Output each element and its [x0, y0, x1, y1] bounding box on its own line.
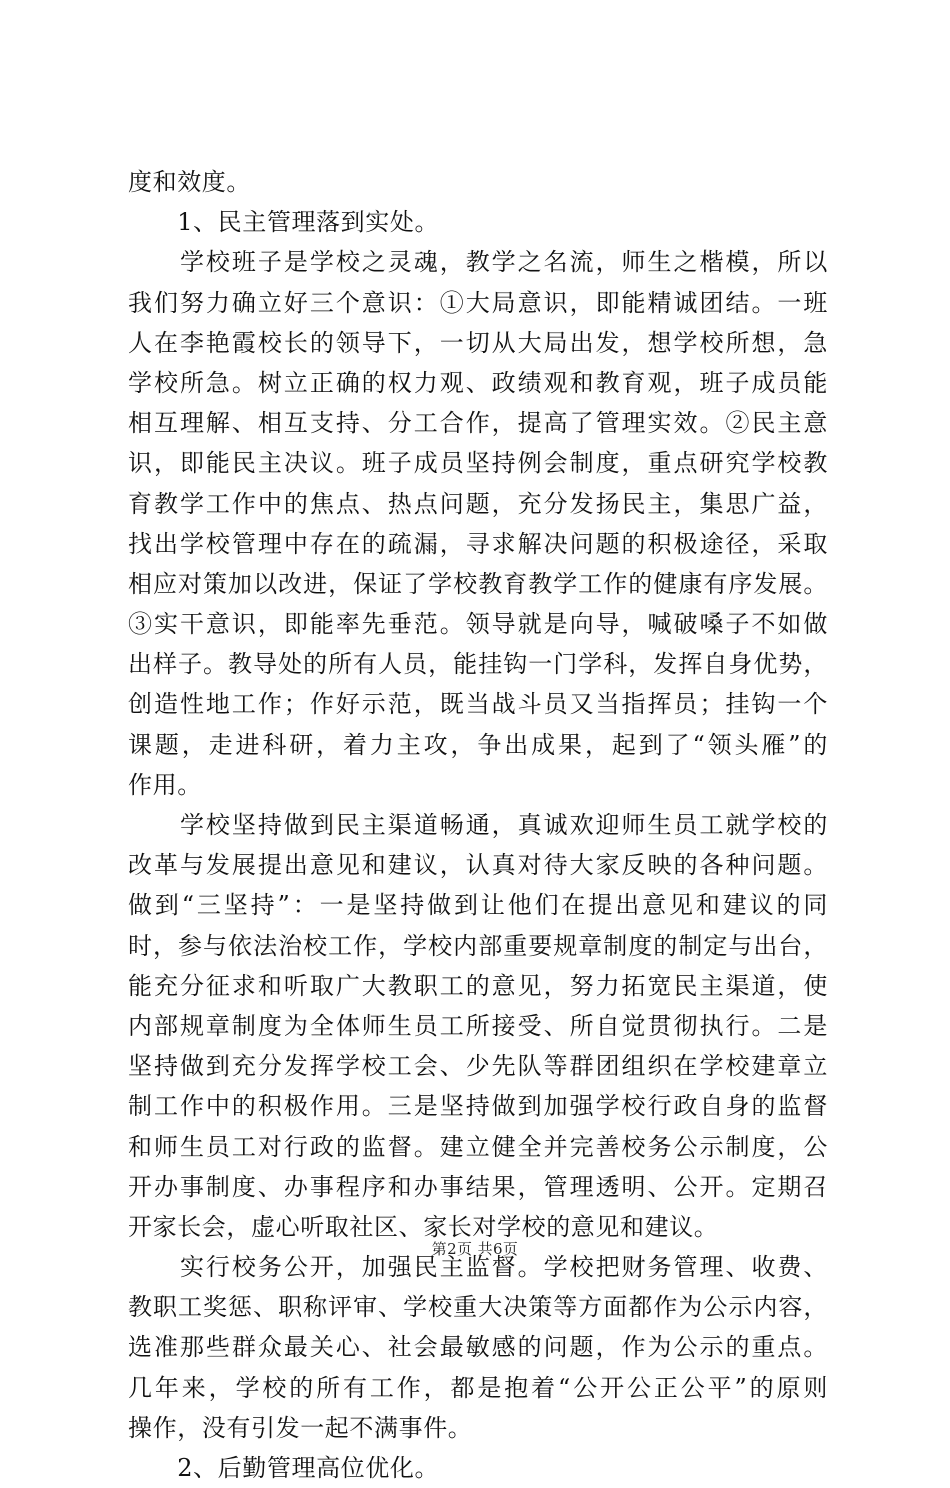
text-line: ③实干意识，即能率先垂范。领导就是向导，喊破嗓子不如做 [128, 610, 828, 639]
text-line: 学校坚持做到民主渠道畅通，真诚欢迎师生员工就学校的 [128, 811, 828, 839]
text-line: 操作，没有引发一起不满事件。 [128, 1413, 473, 1442]
text-line: 创造性地工作；作好示范，既当战斗员又当指挥员；挂钩一个 [128, 690, 828, 719]
document-body [128, 162, 828, 1488]
text-line: 学校班子是学校之灵魂，教学之名流，师生之楷模，所以 [128, 248, 828, 277]
text-line: 制工作中的积极作用。三是坚持做到加强学校行政自身的监督 [128, 1092, 828, 1121]
text-line: 时，参与依法治校工作，学校内部重要规章制度的制定与出台， [128, 931, 828, 960]
text-line: 能充分征求和听取广大教职工的意见，努力拓宽民主渠道，使 [128, 971, 828, 1000]
text-line: 作用。 [128, 770, 202, 799]
text-line: 育教学工作中的焦点、热点问题，充分发扬民主，集思广益， [128, 489, 828, 518]
text-line: 人在李艳霞校长的领导下，一切从大局出发，想学校所想，急 [128, 328, 828, 357]
page-footer: 第2页 共6页 [431, 1240, 519, 1258]
text-line: 几年来，学校的所有工作，都是抱着“公开公正公平”的原则 [128, 1373, 828, 1402]
section-heading: 1、民主管理落到实处。 [128, 208, 440, 237]
text-line: 开办事制度、办事程序和办事结果，管理透明、公开。定期召 [128, 1172, 828, 1201]
text-line: 实行校务公开，加强民主监督。学校把财务管理、收费、 [128, 1253, 828, 1282]
text-line: 找出学校管理中存在的疏漏，寻求解决问题的积极途径，采取 [128, 529, 828, 558]
text-line: 和师生员工对行政的监督。建立健全并完善校务公示制度，公 [128, 1132, 828, 1161]
text-line: 学校所急。树立正确的权力观、政绩观和教育观，班子成员能 [128, 368, 828, 397]
text-line: 做到“三坚持”：一是坚持做到让他们在提出意见和建议的同 [128, 891, 828, 920]
text-line: 选准那些群众最关心、社会最敏感的问题，作为公示的重点。 [128, 1333, 828, 1362]
text-line: 我们努力确立好三个意识：①大局意识，即能精诚团结。一班 [128, 288, 828, 317]
text-line: 出样子。教导处的所有人员，能挂钩一门学科，发挥自身优势， [128, 650, 828, 679]
text-line: 相互理解、相互支持、分工合作，提高了管理实效。②民主意 [128, 409, 828, 438]
text-line: 度和效度。 [128, 168, 251, 196]
text-line: 相应对策加以改进，保证了学校教育教学工作的健康有序发展。 [128, 569, 828, 598]
text-line: 识，即能民主决议。班子成员坚持例会制度，重点研究学校教 [128, 449, 828, 478]
text-line: 教职工奖惩、职称评审、学校重大决策等方面都作为公示内容， [128, 1293, 828, 1322]
section-heading: 2、后勤管理高位优化。 [128, 1454, 440, 1482]
text-line: 改革与发展提出意见和建议，认真对待大家反映的各种问题。 [128, 851, 828, 880]
text-line: 课题，走进科研，着力主攻，争出成果，起到了“领头雁”的 [128, 730, 828, 759]
text-line: 坚持做到充分发挥学校工会、少先队等群团组织在学校建章立 [128, 1052, 828, 1081]
text-line: 内部规章制度为全体师生员工所接受、所自觉贯彻执行。二是 [128, 1011, 828, 1040]
text-line: 开家长会，虚心听取社区、家长对学校的意见和建议。 [128, 1212, 719, 1241]
